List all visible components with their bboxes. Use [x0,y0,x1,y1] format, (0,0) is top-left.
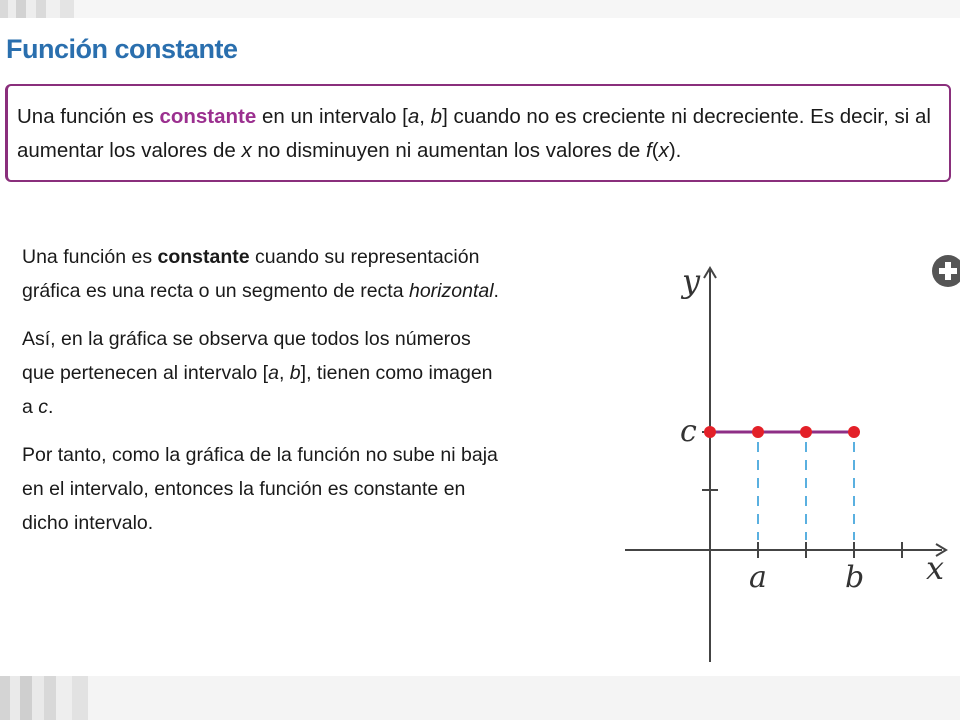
definition-text: ). [668,139,682,162]
definition-text: Una función es [17,105,160,128]
explanation-paragraph-2 [22,322,502,424]
var-b: b [430,105,443,128]
top-decor-band [0,0,960,18]
var-x: x [241,139,252,162]
definition-text: en un intervalo [ [256,105,408,128]
point-a [752,426,764,438]
var-a: a [407,105,420,128]
explanation-text: ], tienen como imagen a [22,362,493,418]
definition-text: ( [651,139,659,162]
explanation-text: cuando su representación gráfica es una recta o un segmento de recta [22,246,480,302]
constant-function-graph [600,250,960,670]
explanation-text: Así, en la gráfica se observa que todos los números que pertenecen al intervalo [ [22,328,471,384]
var-x: x [658,139,669,162]
page-title: Función constante [6,34,238,64]
point-mid [800,426,812,438]
explanation-paragraph-1 [22,240,502,308]
definition-keyword: constante [159,105,257,128]
definition-text: no disminuyen ni aumentan los valores de [251,139,647,162]
x-axis-label: x [926,549,945,587]
explanation-paragraph-3: Por tanto, como la gráfica de la función no sube ni baja en el intervalo, entonces la función es constante en dicho intervalo. [22,444,498,534]
explanation [22,240,502,554]
var-a: a [268,362,279,384]
explanation-text: . [48,396,54,418]
var-f: f [646,139,652,162]
explanation-text: Una función es [22,246,158,268]
var-b: b [289,362,301,384]
y-axis-label: y [682,262,701,300]
explanation-text: . [493,280,499,302]
explanation-keyword: constante [157,246,250,268]
definition-text: ] cuando no es creciente ni decreciente. Es decir, si al aumentar los valores de [17,105,931,162]
c-label: c [680,414,697,449]
point-b [848,426,860,438]
explanation-emphasis: horizontal [408,280,494,302]
explanation-text: , [278,362,290,384]
a-label: a [749,560,767,595]
var-c: c [38,396,49,418]
definition-box [5,84,951,182]
definition-text: , [419,105,431,128]
bottom-decor-band [0,676,960,720]
point-c [704,426,716,438]
b-label: b [845,560,865,595]
